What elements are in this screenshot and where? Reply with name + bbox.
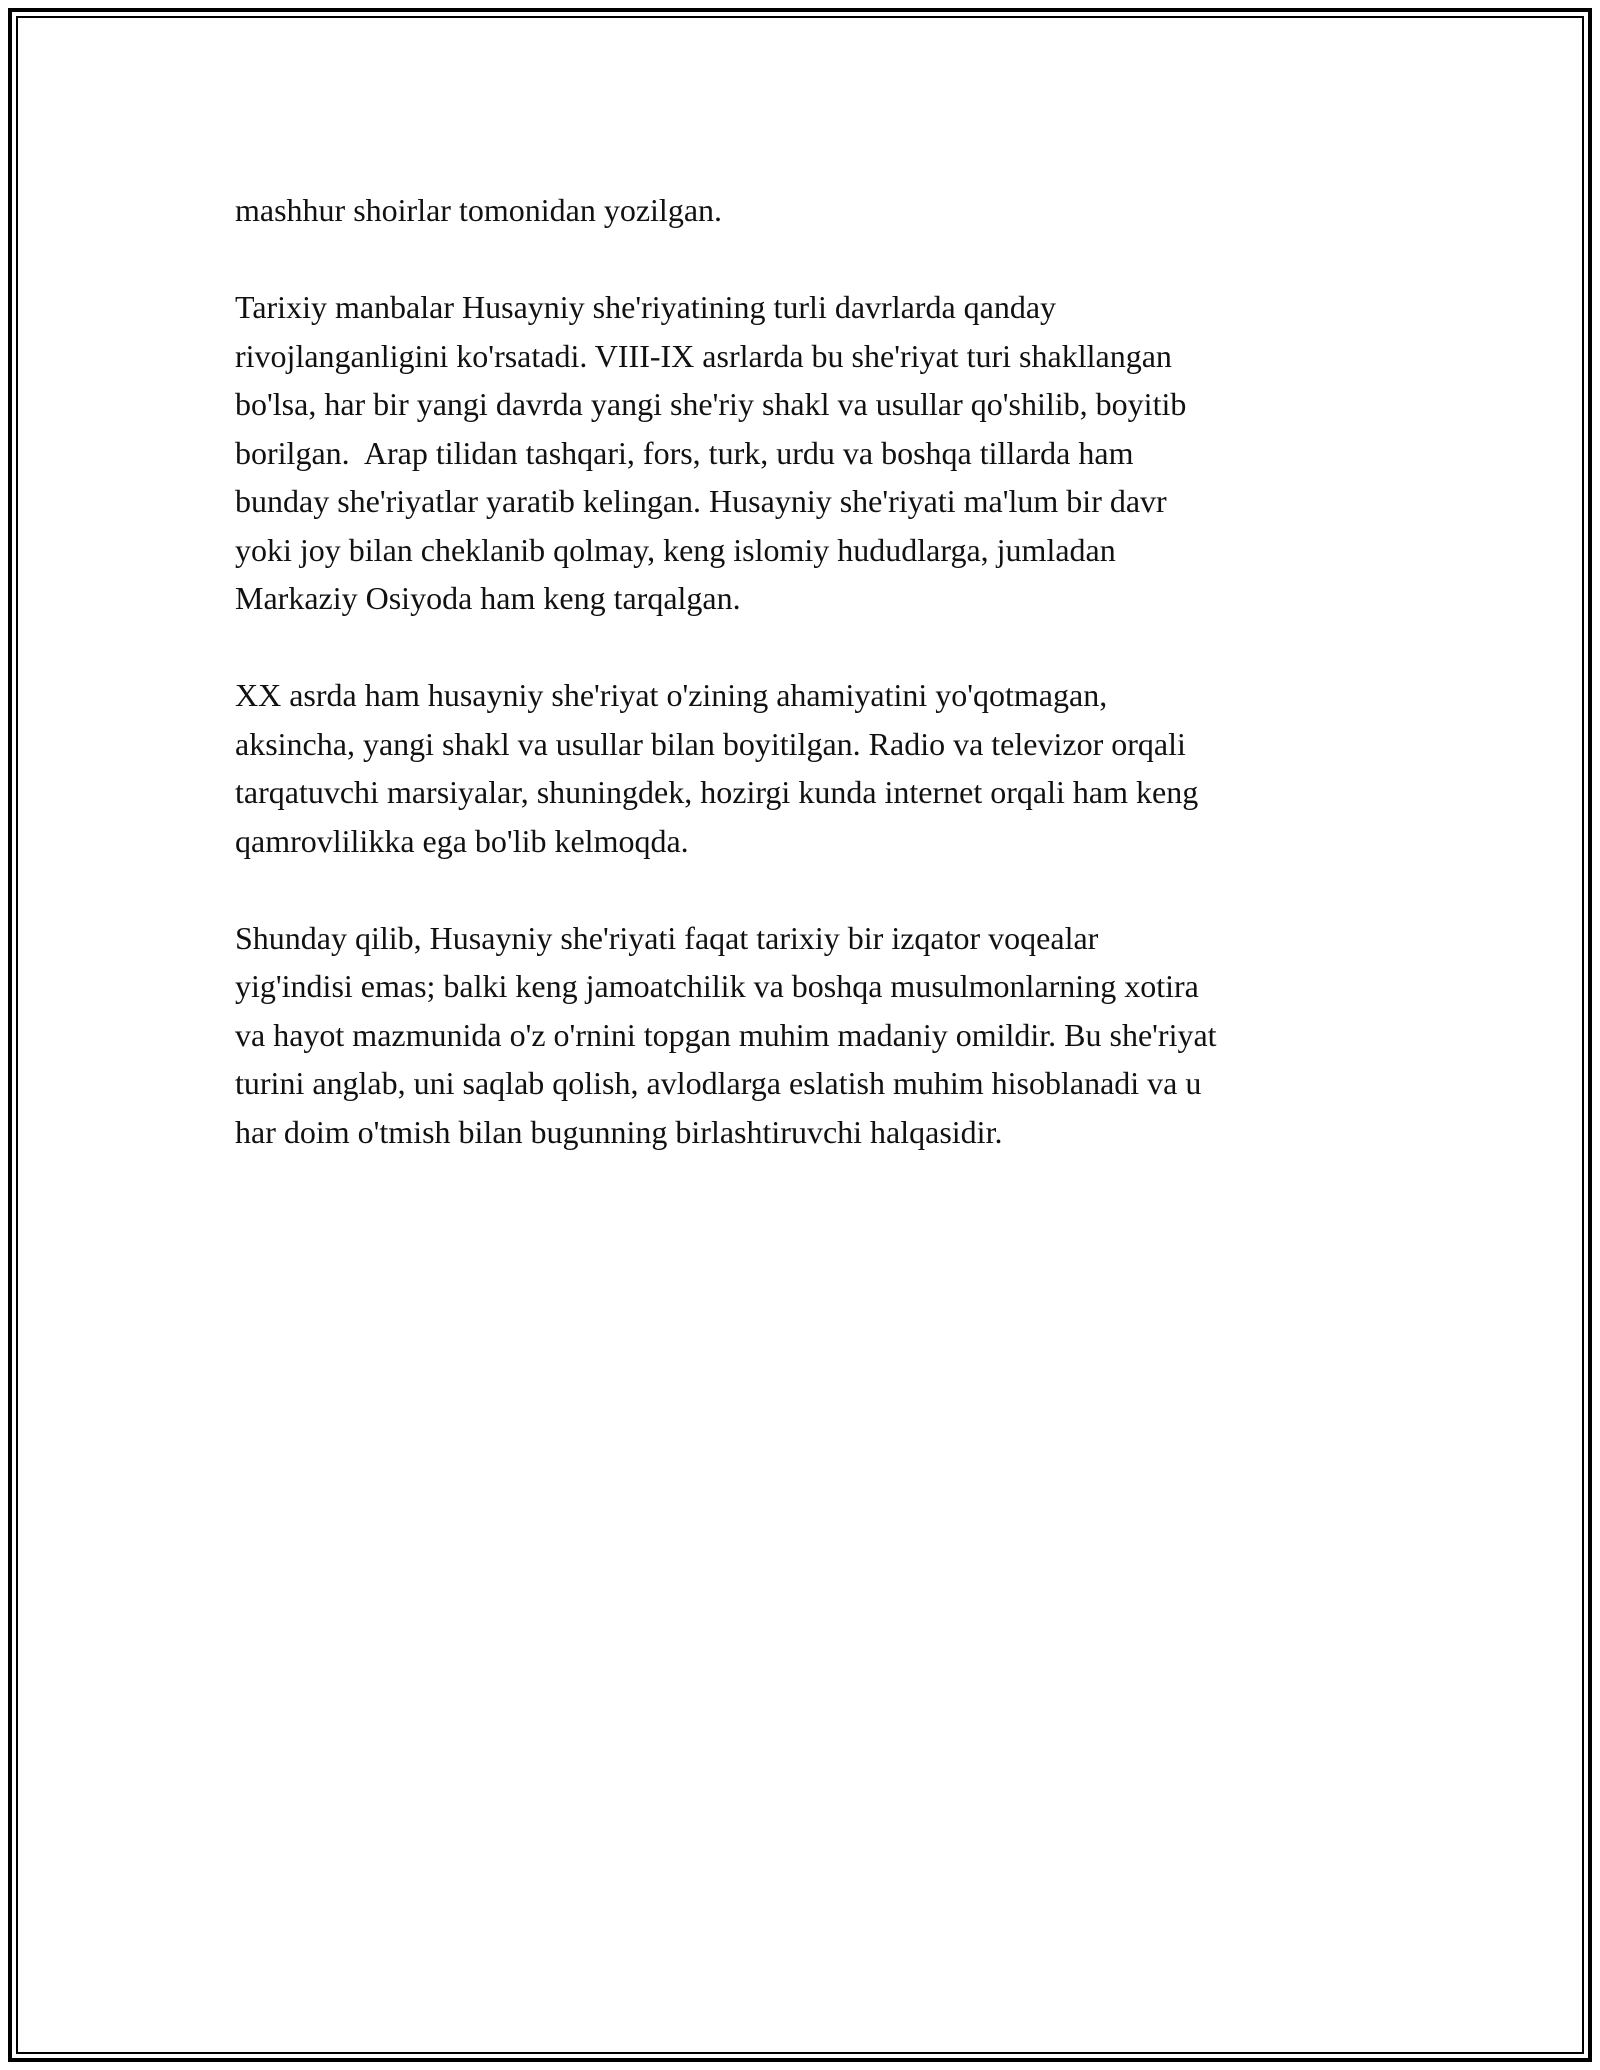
paragraph-gap [235,235,1365,284]
text-line: yoki joy bilan cheklanib qolmay, keng islomiy hududlarga, jumladan [235,531,1116,568]
text-line: aksincha, yangi shakl va usullar bilan boyitilgan. Radio va televizor orqali [235,725,1186,762]
text-line: mashhur shoirlar tomonidan yozilgan. [235,192,723,228]
paragraph [235,186,1365,235]
text-line: Tarixiy manbalar Husayniy she'riyatining turli davrlarda qanday [235,289,1057,325]
text-line: va hayot mazmunida o'z o'rnini topgan muhim madaniy omildir. Bu she'riyat [235,1016,1217,1053]
document-body [235,186,1365,1156]
text-line: borilgan. Arap tilidan tashqari, fors, turk, urdu va boshqa tillarda ham [235,434,1134,471]
text-line: rivojlanganligini ko'rsatadi. VIII-IX asrlarda bu she'riyat turi shakllangan [235,337,1172,374]
paragraph [235,671,1365,865]
paragraph-gap [235,623,1365,672]
paragraph [235,914,1365,1157]
text-line: Shunday qilib, Husayniy she'riyati faqat tarixiy bir izqator voqealar [235,919,1099,956]
text-line: tarqatuvchi marsiyalar, shuningdek, hozirgi kunda internet orqali ham keng [235,774,1199,810]
text-line: qamrovlilikka ega bo'lib kelmoqda. [235,822,689,859]
text-line: bunday she'riyatlar yaratib kelingan. Husayniy she'riyati ma'lum bir davr [235,483,1167,519]
text-line: Markaziy Osiyoda ham keng tarqalgan. [235,580,741,616]
text-line: bo'lsa, har bir yangi davrda yangi she'riy shakl va usullar qo'shilib, boyitib [235,386,1187,422]
text-line: turini anglab, uni saqlab qolish, avlodlarga eslatish muhim hisoblanadi va u [235,1065,1202,1101]
text-line: yig'indisi emas; balki keng jamoatchilik va boshqa musulmonlarning xotira [235,968,1199,1004]
paragraph [235,283,1365,623]
text-line: har doim o'tmish bilan bugunning birlashtiruvchi halqasidir. [235,1113,1003,1150]
paragraph-gap [235,865,1365,914]
text-line: XX asrda ham husayniy she'riyat o'zining ahamiyatini yo'qotmagan, [235,677,1108,713]
